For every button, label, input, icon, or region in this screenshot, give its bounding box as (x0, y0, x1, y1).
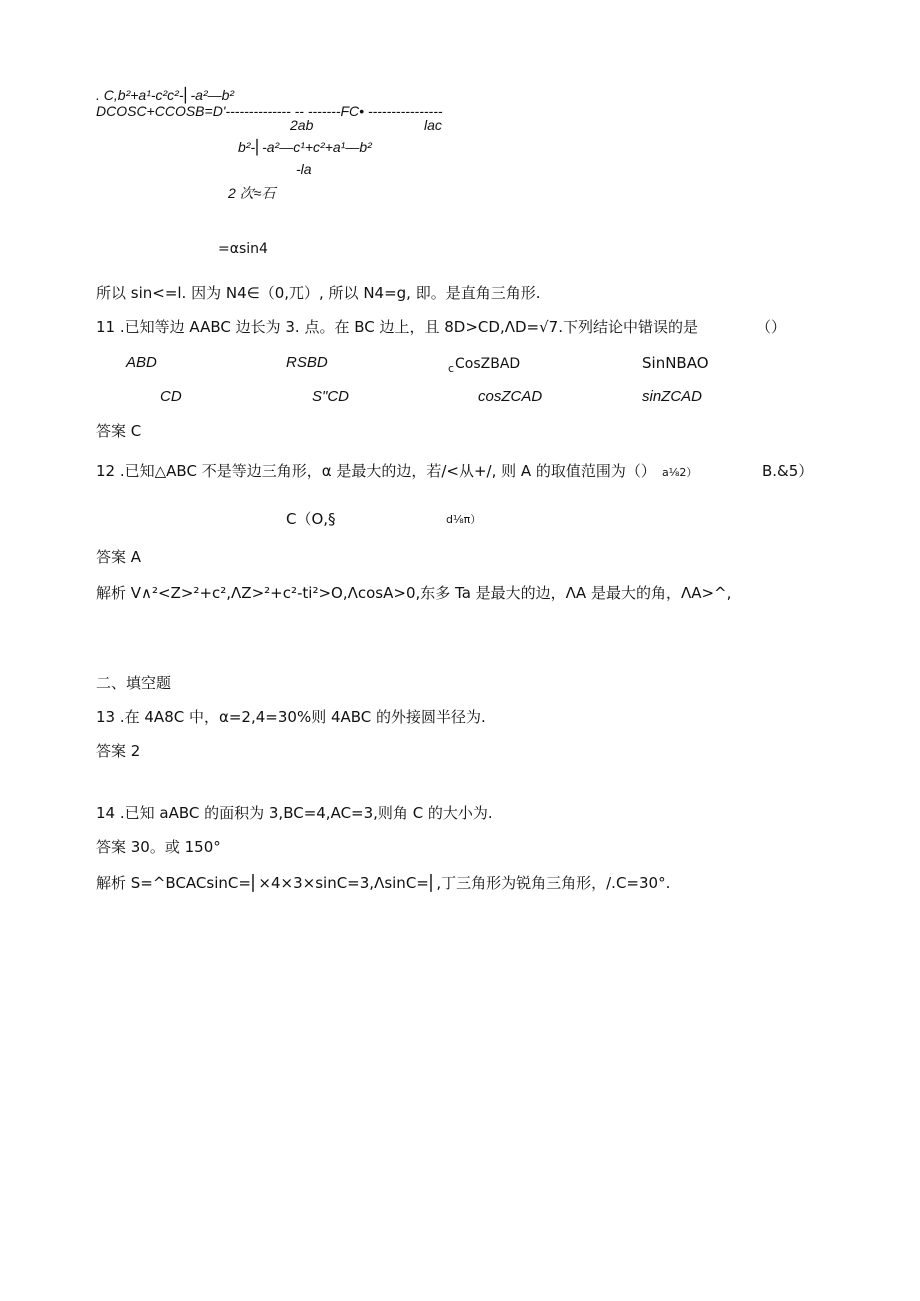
q13-stem: 13 .在 4A8C 中，α=2,4=30%则 4ABC 的外接圆半径为. (96, 708, 486, 726)
q12-answer: 答案 A (96, 548, 142, 566)
derivation-line4: =αsin4 (218, 241, 268, 257)
q11-option-d-line1: SinNBAO (642, 354, 709, 372)
section-heading-fill-in: 二、填空题 (96, 674, 172, 692)
q11-answer-bracket: （） (756, 318, 787, 336)
q12-option-b: B.&5） (762, 462, 814, 480)
q11-option-c-prefix: c (448, 362, 455, 375)
q12-option-a: a⅛2） (662, 466, 698, 479)
q12-option-c: C（O,§ (286, 510, 336, 528)
q11-option-b-line1: RSBD (286, 354, 328, 371)
derivation-line1-main: DCOSC+CCOSB=D'-------------- -- -------FC• ---------------- (96, 103, 443, 119)
q12-stem: 12 .已知△ABC 不是等边三角形，α 是最大的边，若/<从+/, 则 A 的取值范围为（） (96, 462, 656, 480)
derivation-line1-top: . C,b²+a¹-c²c²-⎢-a²—b² (96, 87, 235, 103)
q13-answer: 答案 2 (96, 742, 141, 760)
q11-option-b-line2: S"CD (312, 388, 349, 405)
q11-option-c-line1: CosZBAD (455, 356, 521, 372)
q11-stem: 11 .已知等边 AABC 边长为 3. 点。在 BC 边上，且 8D>CD,ΛD=√7.下列结论中错误的是 (96, 318, 698, 336)
q14-stem: 14 .已知 aABC 的面积为 3,BC=4,AC=3,则角 C 的大小为. (96, 804, 493, 822)
q11-option-a-line1: ABD (126, 354, 157, 371)
conclusion-text: 所以 sin<=l. 因为 N4∈（0,兀）, 所以 N4=g, 即。是直角三角形. (96, 284, 541, 302)
q12-option-d: d⅛π） (446, 513, 482, 526)
q11-answer: 答案 C (96, 422, 142, 440)
q12-analysis: 解析 V∧²<Z>²+c²,ΛZ>²+c²-ti²>O,ΛcosA>0,东多 Ta 是最大的边，ΛA 是最大的角，ΛA>^, (96, 584, 732, 602)
derivation-line2-numerator: b²-⎢-a²—c¹+c²+a¹—b² (238, 139, 372, 155)
q11-option-d-line2: sinZCAD (642, 388, 703, 405)
derivation-line3: 2 次≈石 (228, 185, 276, 201)
derivation-line2-denominator: -la (296, 161, 312, 177)
q14-analysis: 解析 S=^BCACsinC=⎢×4×3×sinC=3,ΛsinC=⎢,丁三角形为锐角三角形，/.C=30°. (96, 874, 671, 892)
derivation-line1-denominator-right: lac (424, 117, 442, 133)
q14-answer: 答案 30。或 150° (96, 838, 221, 856)
derivation-line1-denominator-left: 2ab (290, 117, 314, 133)
q11-option-a-line2: CD (160, 388, 182, 405)
q11-option-c-line2: cosZCAD (478, 388, 543, 405)
